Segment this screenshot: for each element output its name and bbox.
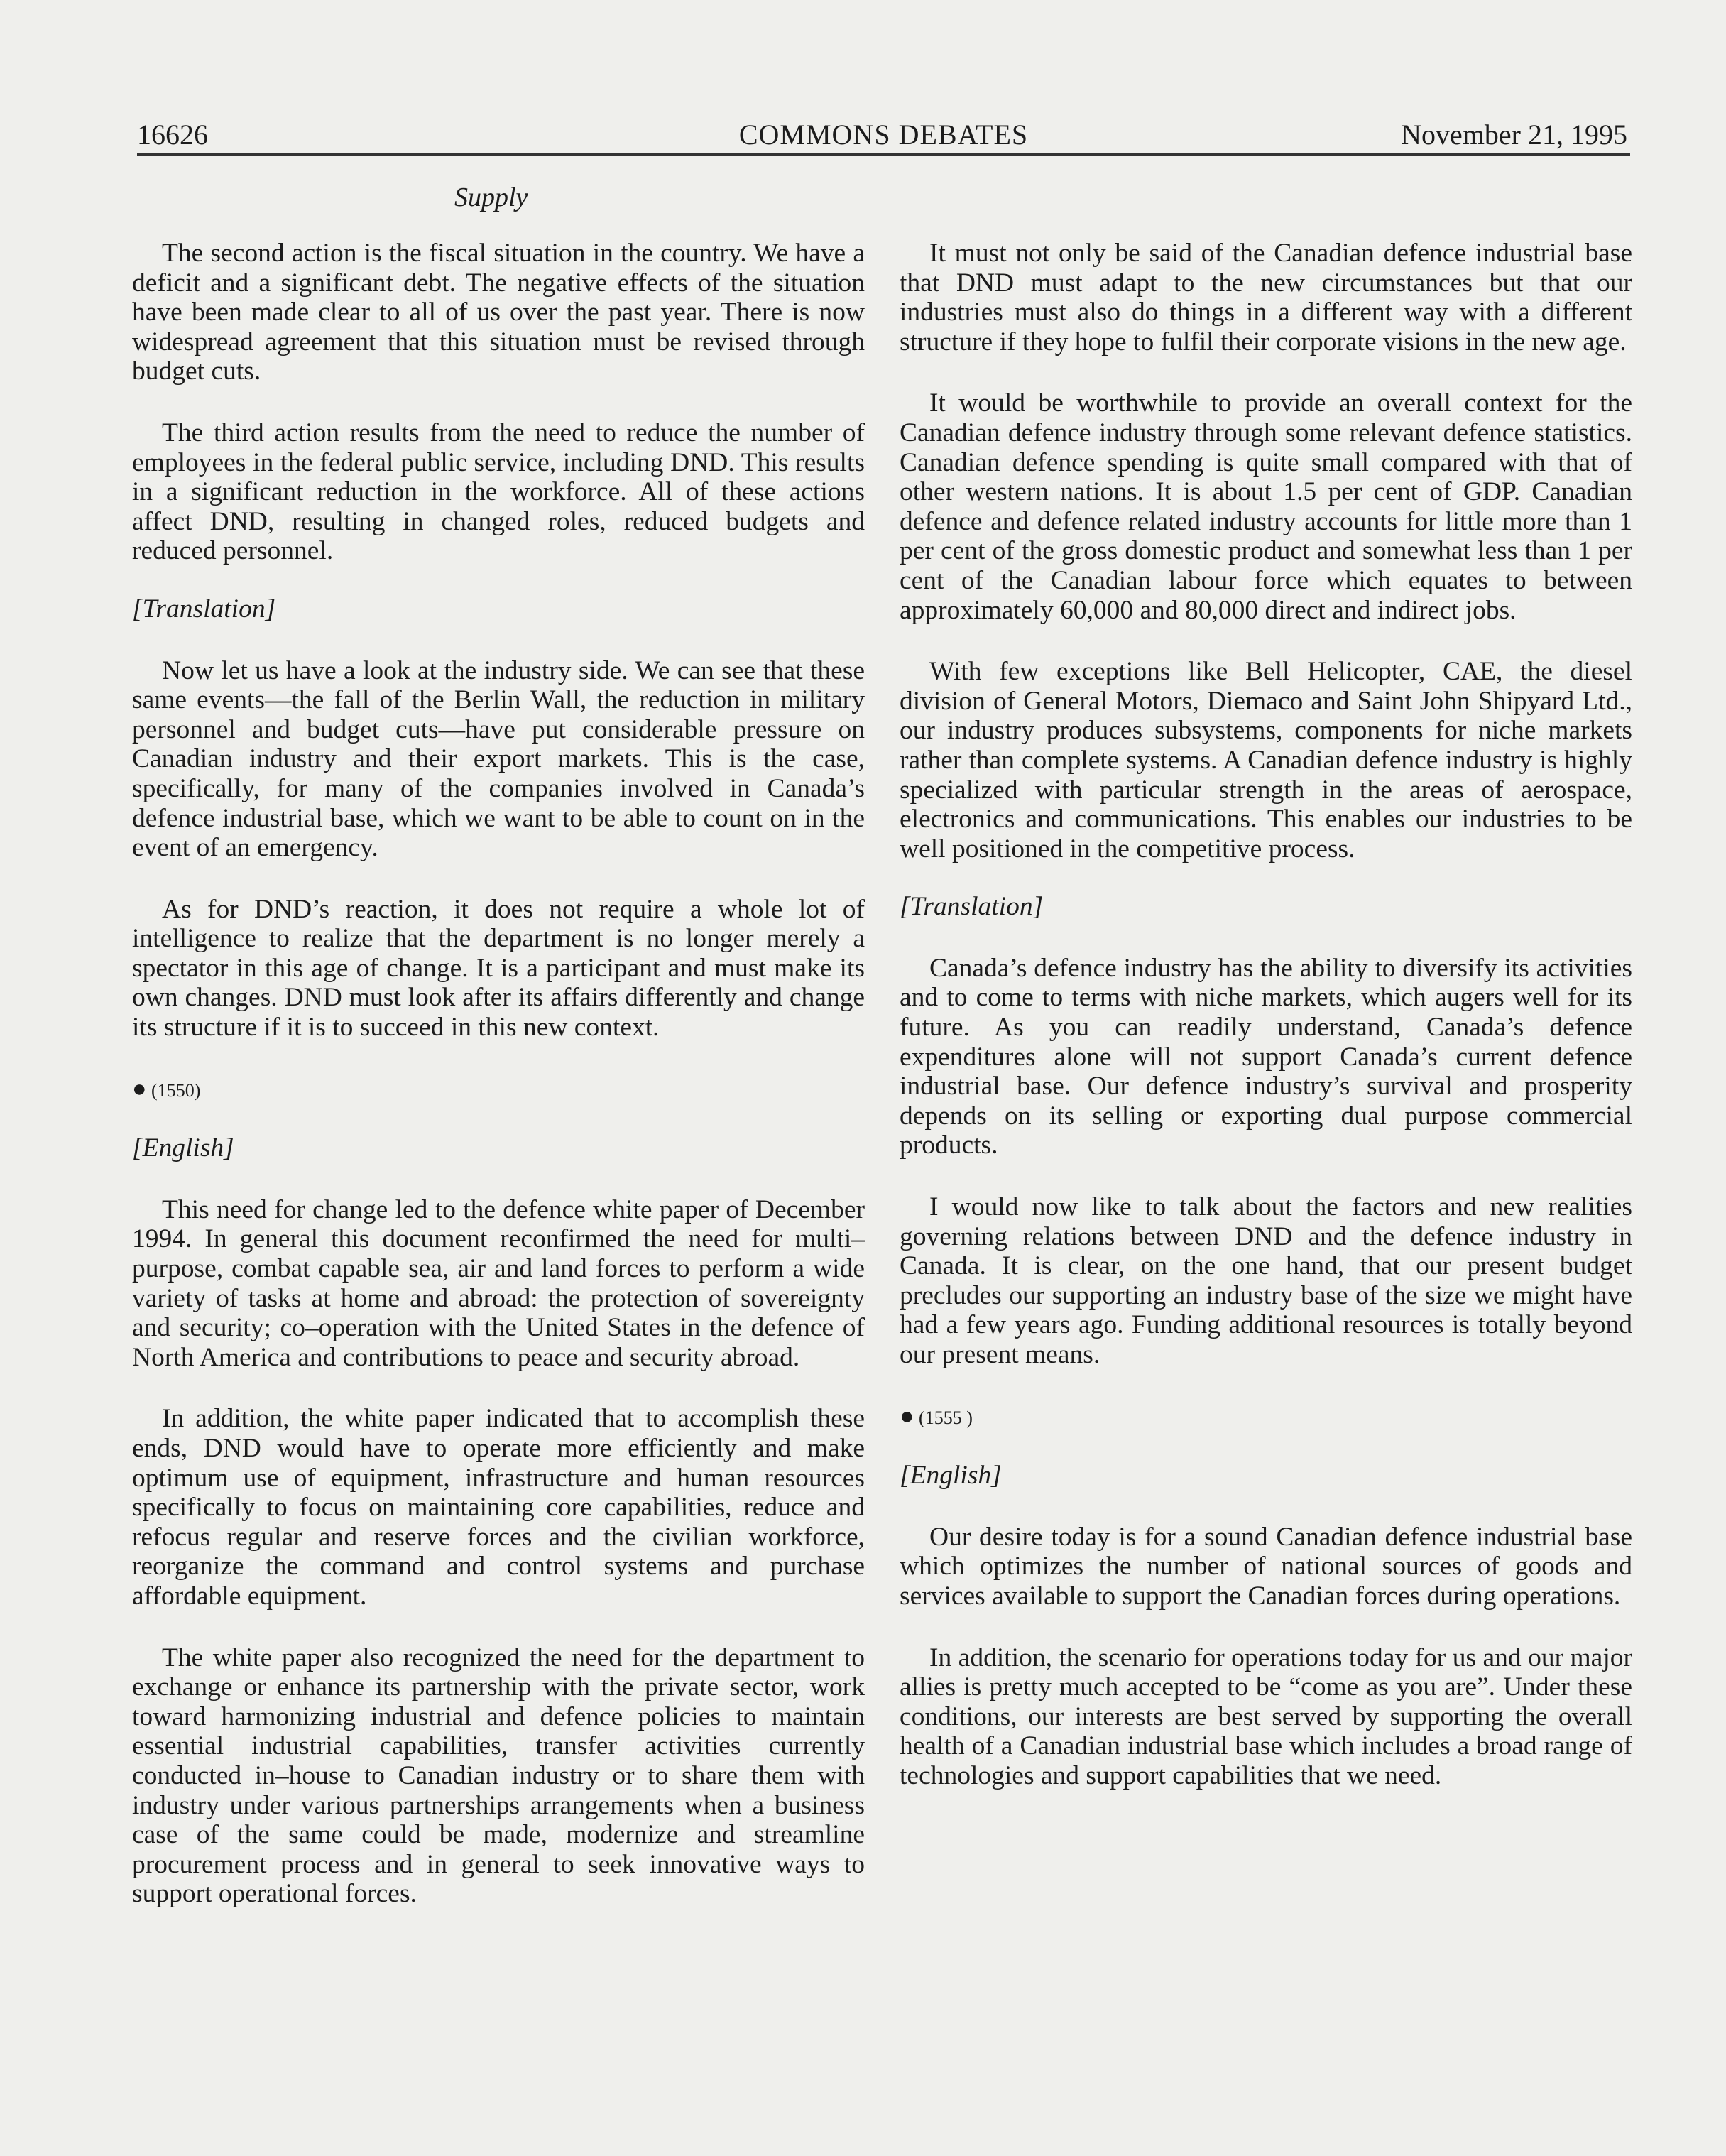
page-number: 16626 — [137, 119, 208, 151]
language-tag: [Translation] — [900, 892, 1044, 922]
paragraph: With few exceptions like Bell Helicopter, CAE, the diesel division of General Motors, Diemaco and Saint John Shipyard Ltd., our industry produces subsystems, components for niche markets rather than complete systems. A Canadian defence industry is highly specialized with particular strength in the areas of aerospace, electronics and communications. This enables our industries to be well positioned in the competitive process. — [900, 657, 1632, 864]
paragraph: The white paper also recognized the need for the department to exchange or enhance its partnership with the private sector, work toward harmonizing industrial and defence policies to maintain essential industrial capabilities, transfer activities currently conducted in–house to Canadian industry or to share them with industry under various partnerships arrangements when a business case of the same could be made, modernize and streamline procurement process and in general to seek innovative ways to support operational forces. — [132, 1643, 865, 1909]
bullet-icon: ● — [900, 1403, 914, 1430]
paragraph: It must not only be said of the Canadian defence industrial base that DND must adapt to the new circumstances but that our industries must also do things in a different way with a different structure if they hope to fulfil their corporate visions in the new age. — [900, 239, 1632, 356]
paragraph: The second action is the fiscal situation in the country. We have a deficit and a significant debt. The negative effects of the situation have been made clear to all of us over the past year. There is now widespread agreement that this situation must be revised through budget cuts. — [132, 239, 865, 386]
language-tag: [English] — [132, 1133, 234, 1163]
paragraph: In addition, the white paper indicated that to accomplish these ends, DND would have to operate more efficiently and make optimum use of equipment, infrastructure and human resources specifically to focus on maintaining core capabilities, reduce and refocus regular and reserve forces and the civilian workforce, reorganize the command and control systems and purchase affordable equipment. — [132, 1404, 865, 1611]
paragraph: Now let us have a look at the industry side. We can see that these same events—the fall of the Berlin Wall, the reduction in military personnel and budget cuts—have put considerable pressure on Canadian industry and their export markets. This is the case, specifically, for many of the companies involved in Canada’s defence industrial base, which we want to be able to count on in the event of an emergency. — [132, 655, 865, 863]
section-title: Supply — [454, 183, 528, 212]
time-stamp: ● (1555 ) — [900, 1403, 973, 1430]
paragraph: Canada’s defence industry has the ability to diversify its activities and to come to terms with niche markets, which augers well for its future. As you can readily understand, Canada’s defence expenditures alone will not support Canada’s current defence industrial base. Our defence industry’s survival and prosperity depends on its selling or exporting dual purpose commercial products. — [900, 953, 1632, 1160]
publication-title: COMMONS DEBATES — [738, 119, 1029, 151]
time-stamp: ● (1550) — [132, 1075, 201, 1102]
paragraph: This need for change led to the defence white paper of December 1994. In general this document reconfirmed the need for multi–purpose, combat capable sea, air and land forces to perform a wide variety of tasks at home and abroad: the protection of sovereignty and security; co–operation with the United States in the defence of North America and contributions to peace and security abroad. — [132, 1194, 865, 1372]
paragraph: It would be worthwhile to provide an overall context for the Canadian defence industry through some relevant defence statistics. Canadian defence spending is quite small compared with that of other western nations. It is about 1.5 per cent of GDP. Canadian defence and defence related industry accounts for little more than 1 per cent of the gross domestic product and somewhat less than 1 per cent of the Canadian labour force which equates to between approximately 60,000 and 80,000 direct and indirect jobs. — [900, 388, 1632, 625]
paragraph: As for DND’s reaction, it does not require a whole lot of intelligence to realize that the department is no longer merely a spectator in this age of change. It is a participant and must make its own changes. DND must look after its affairs differently and change its structure if it is to succeed in this new context. — [132, 894, 865, 1042]
language-tag: [English] — [900, 1461, 1002, 1491]
left-column — [132, 239, 865, 1909]
paragraph: I would now like to talk about the factors and new realities governing relations between DND and the defence industry in Canada. It is clear, on the one hand, that our present budget precludes our supporting an industry base of the size we might have had a few years ago. Funding additional resources is totally beyond our present means. — [900, 1192, 1632, 1369]
bullet-icon: ● — [132, 1075, 147, 1102]
paragraph: The third action results from the need to reduce the number of employees in the federal public service, including DND. This results in a significant reduction in the workforce. All of these actions affect DND, resulting in changed roles, reduced budgets and reduced personnel. — [132, 418, 865, 566]
right-column — [900, 239, 1632, 1791]
paragraph: Our desire today is for a sound Canadian defence industrial base which optimizes the number of national sources of goods and services available to support the Canadian forces during operations. — [900, 1522, 1632, 1611]
publication-date: November 21, 1995 — [1401, 119, 1627, 151]
language-tag: [Translation] — [132, 594, 276, 624]
page-header — [137, 114, 1630, 156]
paragraph: In addition, the scenario for operations today for us and our major allies is pretty much accepted to be “come as you are”. Under these conditions, our interests are best served by supporting the overall health of a Canadian industrial base which includes a broad range of technologies and support capabilities that we need. — [900, 1643, 1632, 1790]
